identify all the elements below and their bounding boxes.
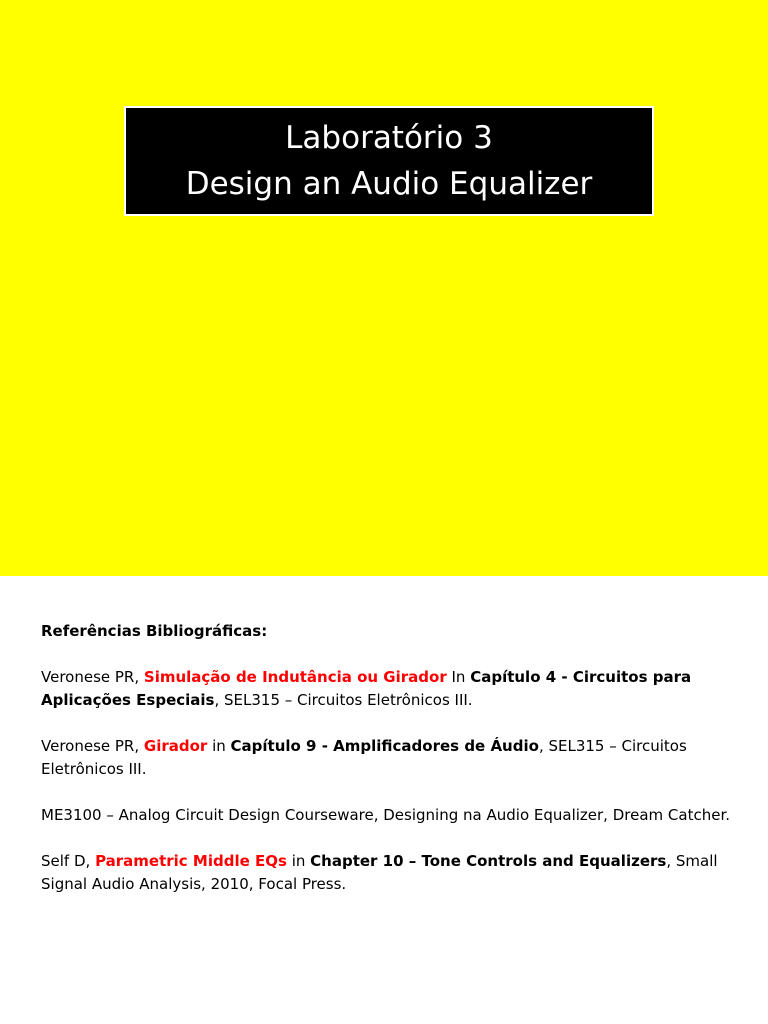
reference-rest: , SEL315 – Circuitos Eletrônicos III.	[214, 691, 473, 709]
reference-chapter: Capítulo 4 - Circuitos para Aplicações Especiais	[41, 668, 692, 709]
reference-chapter: Capítulo 9 - Amplificadores de Áudio	[230, 737, 539, 755]
title-line-2: Design an Audio Equalizer	[185, 166, 593, 202]
reference-connector: in	[207, 737, 231, 755]
reference-item-1	[41, 666, 741, 712]
reference-chapter: Chapter 10 – Tone Controls and Equalizers	[310, 852, 667, 870]
reference-connector: in	[286, 852, 311, 870]
reference-author: Veronese PR,	[41, 737, 144, 755]
reference-author: Veronese PR,	[41, 668, 144, 686]
reference-item-2	[41, 735, 741, 781]
reference-author: Self D,	[41, 852, 96, 870]
title-box	[124, 106, 654, 216]
reference-connector: In	[446, 668, 471, 686]
reference-topic: Simulação de Indutância ou Girador	[143, 668, 447, 686]
reference-item-3	[41, 804, 741, 827]
reference-rest: , SEL315 – Circuitos Eletrônicos III.	[41, 737, 687, 778]
references-heading: Referências Bibliográficas:	[41, 622, 268, 640]
reference-rest: , Small Signal Audio Analysis, 2010, Focal Press.	[41, 852, 718, 893]
references-section	[41, 620, 741, 919]
reference-topic: Parametric Middle EQs	[95, 852, 287, 870]
reference-item-4	[41, 850, 741, 896]
reference-topic: Girador	[143, 737, 208, 755]
title-line-1: Laboratório 3	[285, 120, 493, 156]
reference-text: ME3100 – Analog Circuit Design Courseware, Designing na Audio Equalizer, Dream Catcher.	[41, 806, 730, 824]
